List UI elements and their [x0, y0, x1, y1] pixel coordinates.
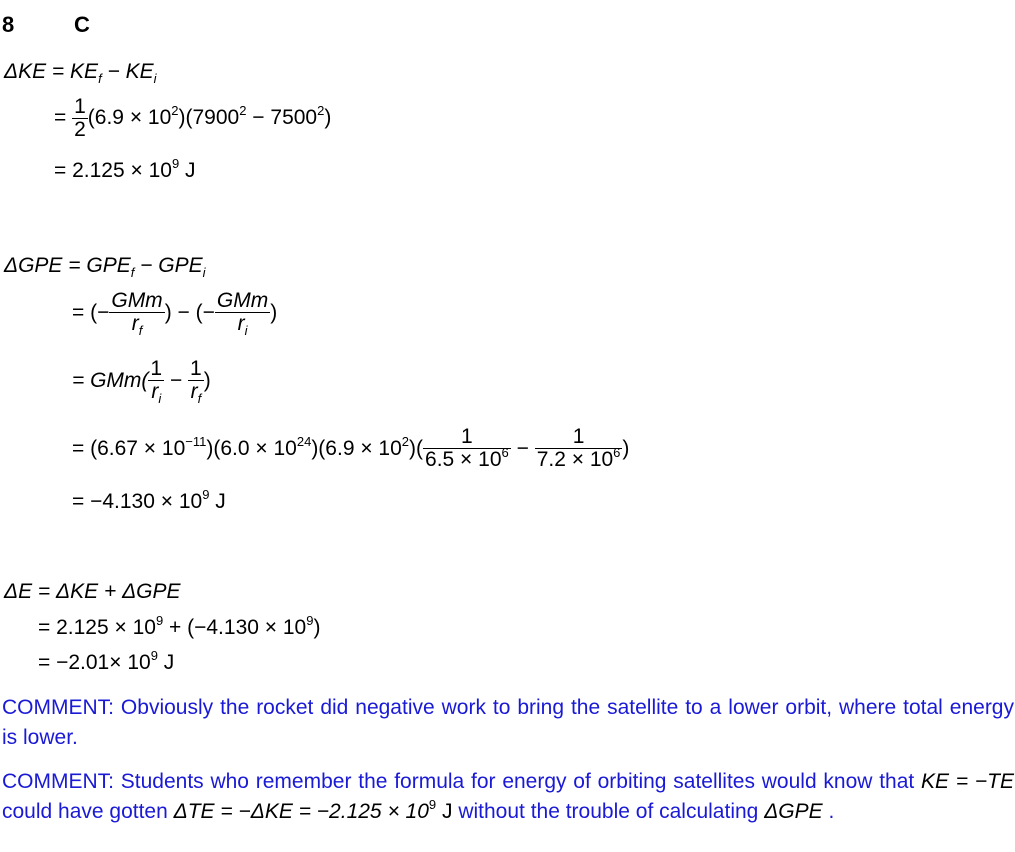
- gpe-line-1: $\Delta GPE = GPE_f - GPE_i$: [4, 254, 206, 280]
- gpe-line-5: = $-4.130 \times 10^9$ J: [72, 487, 226, 513]
- ke-line-3: = $2.125 \times 10^9$ J: [54, 156, 196, 182]
- ke-line-1: $\Delta KE = KE_f - KE_i$: [4, 60, 157, 86]
- gpe-line-3: = GMm( $\frac{1}{r_i}$ − $\frac{1}{r_f}$ ): [72, 357, 211, 406]
- gpe-fraction-5: $\frac{1}{6.5 \times 10^6}$: [425, 425, 509, 471]
- total-line-3: = $-2.01\times 10^9$ J: [38, 648, 175, 674]
- comment-2-math-1: KE = −TE: [921, 770, 1014, 793]
- ke-line-2: = $\frac{1}{2}$ $(6.9 \times 10^2)(7900^2 - 7500^2)$: [54, 95, 332, 141]
- total-line-2: = $2.125 \times 10^9 + (-4.130 \times 10^9)$: [38, 613, 321, 639]
- gpe-line-2: = (− $\frac{\text{GMm}}{r_f}$ ) − (− $\frac{\text{GMm}}{r_i}$ ): [72, 289, 278, 338]
- total-line-1: ΔE = ΔKE + ΔGPE: [4, 580, 181, 603]
- gpe-fraction-4: $\frac{1}{r_f}$: [190, 357, 202, 406]
- gpe-fraction-3: $\frac{1}{r_i}$: [150, 357, 163, 406]
- comment-2: COMMENT: Students who remember the formula for energy of orbiting satellites would know that KE = −TE could have gotten $\Delta TE = -\Delta KE = -2.125 \times 10^9$ J without the trouble of calculating ΔGPE .: [2, 770, 1014, 823]
- gpe-fraction-6: $\frac{1}{7.2 \times 10^6}$: [536, 425, 621, 471]
- gpe-fraction-2: $\frac{\text{GMm}}{r_i}$: [216, 289, 269, 338]
- comment-1: COMMENT: Obviously the rocket did negative work to bring the satellite to a lower orbit, where total energy is lower.: [2, 696, 1014, 749]
- answer-letter: C: [74, 12, 90, 37]
- ke-fraction: $\frac{1}{2}$: [74, 95, 86, 141]
- question-number: 8: [2, 12, 15, 37]
- comment-2-math-3: ΔGPE: [764, 800, 823, 823]
- gpe-fraction-1: $\frac{\text{GMm}}{r_f}$: [111, 289, 163, 338]
- comment-2-math-2: $\Delta TE = -\Delta KE = -2.125 \times 10^9$ J: [173, 797, 453, 823]
- gpe-line-4: = $(6.67 \times 10^{-11})(6.0 \times 10^{24})(6.9 \times 10^2)$( $\frac{1}{6.5 \times 10^6}$ − $\frac{1}{7.2 \times 10^6}$ ): [72, 425, 630, 471]
